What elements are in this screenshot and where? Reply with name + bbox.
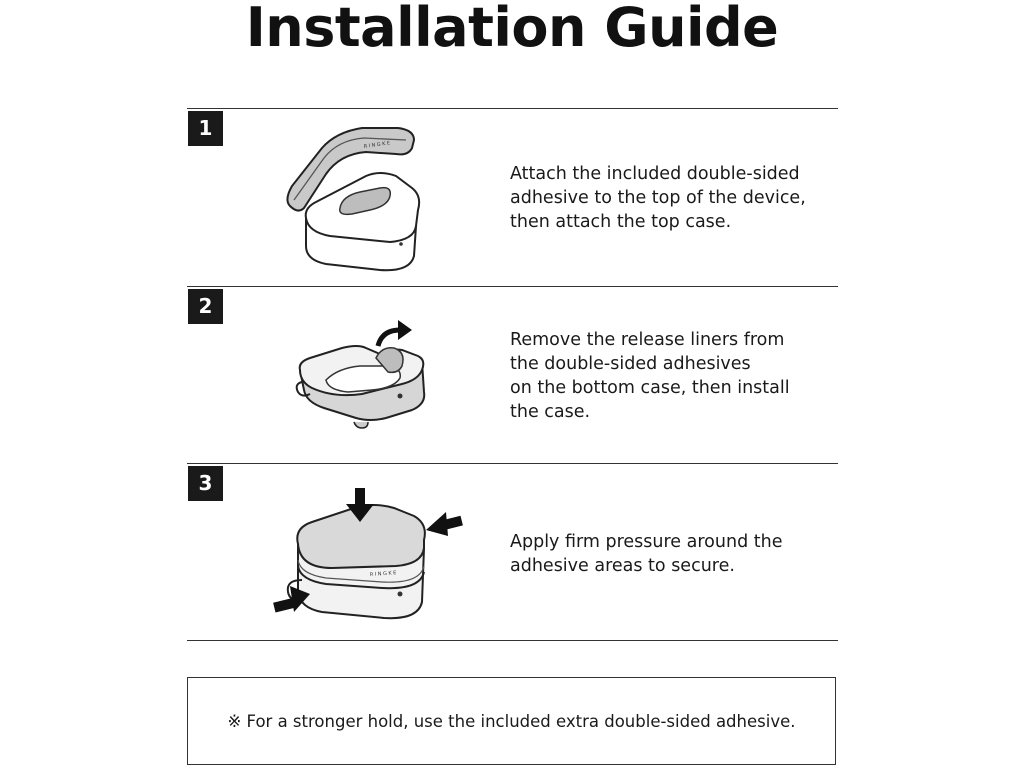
- divider: [187, 108, 838, 109]
- step-number-badge: 3: [188, 466, 223, 501]
- step-1-illustration: [280, 118, 440, 278]
- step-number-badge: 1: [188, 111, 223, 146]
- brand-mark: RINGKE: [363, 140, 393, 150]
- step-1-text: Attach the included double-sided adhesive to the top of the device, then attach the top case.: [510, 164, 806, 232]
- brand-mark: RINGKE: [369, 570, 399, 578]
- note-text: ※ For a stronger hold, use the included extra double-sided adhesive.: [227, 712, 796, 731]
- divider: [187, 640, 838, 641]
- step-2-illustration: [290, 318, 450, 434]
- divider: [187, 286, 838, 287]
- page-title: Installation Guide: [245, 0, 779, 59]
- step-number-badge: 2: [188, 289, 223, 324]
- divider: [187, 463, 838, 464]
- step-3-illustration: [272, 488, 468, 628]
- step-2-text: Remove the release liners from the double-sided adhesives on the bottom case, then install the case.: [510, 330, 790, 422]
- step-3-text: Apply firm pressure around the adhesive areas to secure.: [510, 532, 783, 576]
- note-box: [187, 677, 836, 765]
